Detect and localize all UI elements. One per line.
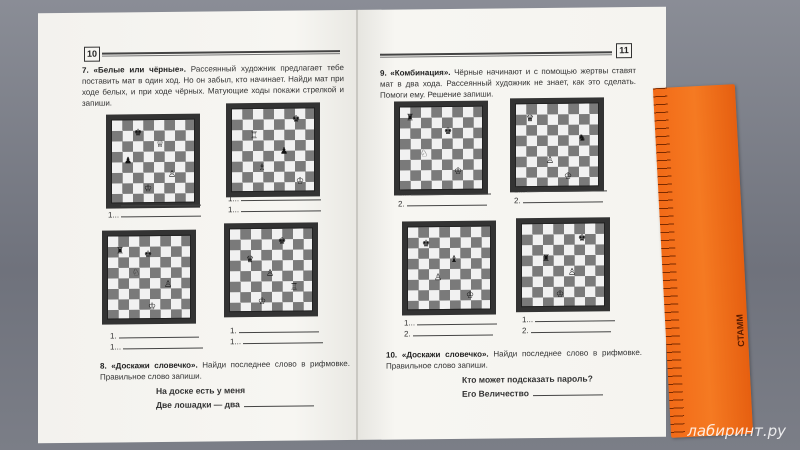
answer-line-14[interactable]: 2.: [404, 328, 493, 339]
left-page: [38, 10, 358, 443]
page-number-left: 10: [84, 47, 100, 62]
chess-board-6: [510, 97, 604, 192]
answer-line-15[interactable]: 1...: [522, 313, 615, 324]
task7-text: Рассеянный художник предлагает тебе поставить мат в один ход. Но он забыл, кто начинает. Найди мат при ходе белых, и при ходе чёрных. Матующие ходы покажи стрелкой и запиши.: [82, 63, 344, 108]
header-ornament-right: [380, 51, 612, 55]
rook-icon: ♖: [290, 281, 299, 292]
pawn-icon: ♙: [434, 272, 443, 283]
king-icon: ♚: [134, 127, 143, 138]
rhyme-line-2[interactable]: Две лошадки — два: [156, 398, 314, 410]
chess-board-1: [106, 114, 200, 209]
answer-line-3[interactable]: 1...: [228, 192, 321, 203]
king-icon: ♚: [422, 238, 431, 249]
task10-title: 10. «Доскажи словечко».: [386, 349, 489, 360]
king-icon: ♔: [148, 301, 157, 312]
task7-title: 7. «Белые или чёрные».: [82, 64, 186, 75]
bishop-icon: ♝: [450, 253, 459, 264]
king-icon: ♔: [296, 175, 305, 186]
king-icon: ♚: [292, 113, 301, 124]
knight-icon: ♘: [420, 148, 429, 159]
king-icon: ♔: [556, 288, 565, 299]
task10-text: Найди последнее слово в рифмовке. Правильное слово запиши.: [386, 347, 642, 371]
rook-icon: ♜: [542, 252, 551, 264]
answer-line-11[interactable]: 1...: [514, 183, 607, 194]
page-number-right: 11: [616, 43, 632, 58]
king-icon: ♚: [278, 235, 287, 246]
task8-block: [100, 358, 350, 383]
answer-line-9[interactable]: 1...: [398, 187, 491, 198]
rook-icon: ♜: [406, 112, 415, 123]
chess-board-2: [226, 102, 320, 197]
answer-line-16[interactable]: 2.: [522, 324, 611, 335]
answer-line-10[interactable]: 2.: [398, 198, 487, 209]
task9-block: [380, 65, 636, 101]
pawn-icon: ♙: [164, 278, 173, 289]
king-icon: ♚: [444, 125, 453, 137]
king-icon: ♚: [578, 232, 587, 243]
answer-line-1[interactable]: 1...: [108, 198, 201, 209]
answer-line-8[interactable]: 1...: [230, 335, 323, 346]
answer-line-4[interactable]: 1...: [228, 203, 321, 214]
king-icon: ♔: [144, 183, 153, 194]
knight-icon: ♞: [578, 132, 587, 143]
chess-board-8: [516, 217, 610, 312]
queen-icon: ♛: [526, 113, 535, 124]
pawn-icon: ♙: [266, 267, 275, 278]
pawn-icon: ♙: [546, 154, 555, 165]
right-page: [358, 7, 666, 440]
task9-title: 9. «Комбинация».: [380, 67, 451, 78]
rook-icon: ♖: [250, 129, 259, 141]
pawn-icon: ♙: [568, 266, 577, 277]
answer-line-2[interactable]: 1...: [108, 209, 201, 220]
king-icon: ♚: [144, 249, 153, 260]
pawn-icon: ♙: [168, 168, 177, 179]
answer-line-7[interactable]: 1.: [230, 324, 319, 335]
pawn-icon: ♟: [280, 145, 289, 156]
rhyme-line-4[interactable]: Его Величество: [462, 387, 603, 398]
answer-line-12[interactable]: 2.: [514, 194, 603, 205]
king-icon: ♔: [564, 170, 573, 181]
chess-board-5: [394, 101, 488, 196]
watermark-logo: лабиринт.ру: [687, 422, 786, 440]
header-ornament-left: [102, 50, 340, 54]
workbook-spread: [38, 7, 666, 442]
pawn-icon: ♟: [124, 155, 133, 166]
queen-icon: ♛: [246, 254, 255, 265]
task10-block: [386, 347, 642, 372]
chess-board-7: [402, 220, 496, 315]
king-icon: ♔: [466, 289, 475, 300]
king-icon: ♔: [454, 165, 463, 176]
rook-icon: ♜: [116, 245, 125, 256]
knight-icon: ♘: [132, 267, 141, 278]
king-icon: ♔: [258, 295, 267, 306]
chess-board-3: [102, 230, 196, 325]
answer-line-6[interactable]: 1...: [110, 341, 203, 352]
rhyme-line-1: На доске есть у меня: [156, 385, 246, 397]
answer-line-5[interactable]: 1.: [110, 330, 199, 341]
answer-line-13[interactable]: 1...: [404, 316, 497, 327]
ruler-brand: СТАММ: [734, 313, 747, 348]
task8-title: 8. «Доскажи словечко».: [100, 360, 198, 371]
bishop-icon: ♗: [258, 161, 267, 172]
task8-text: Найди последнее слово в рифмовке. Правильное слово запиши.: [100, 359, 350, 382]
chess-board-4: [224, 222, 318, 317]
task9-text: Чёрные начинают и с помощью жертвы ставят мат в два хода. Рассеянный художник не знает, как это сделать. Помоги ему. Решение запиши.: [380, 66, 636, 100]
rhyme-line-3: Кто может подсказать пароль?: [462, 373, 593, 385]
queen-icon: ♕: [156, 138, 165, 150]
